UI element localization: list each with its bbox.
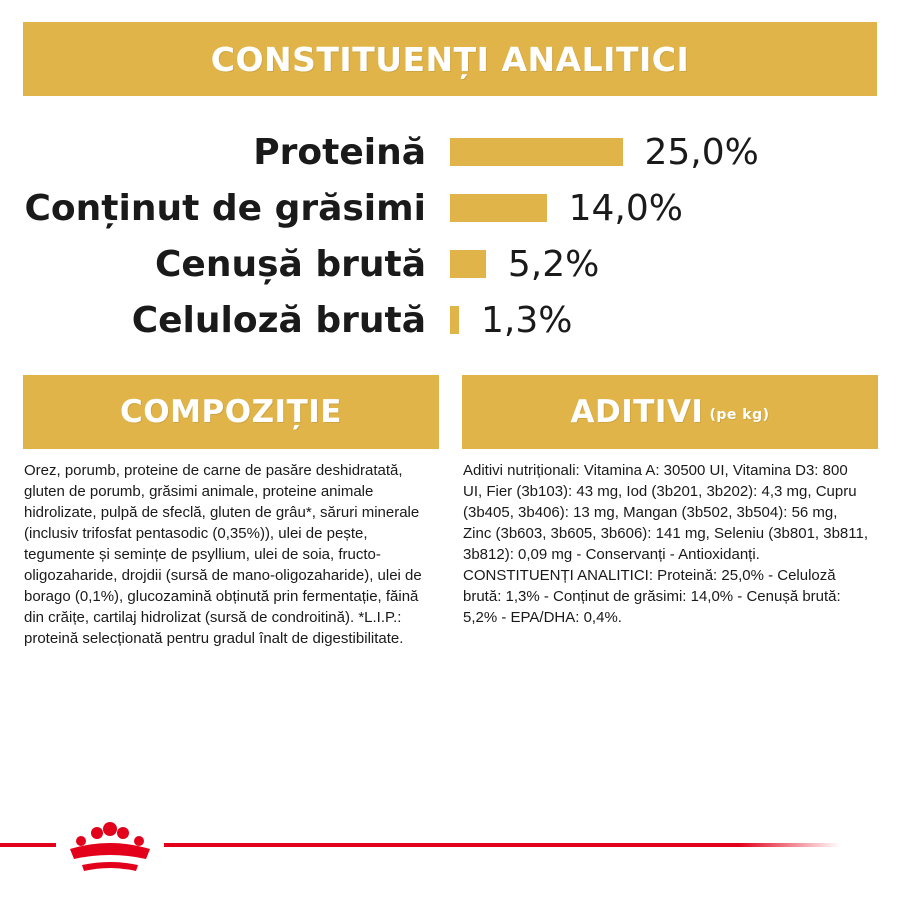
constituent-bar bbox=[450, 250, 486, 278]
additives-text: Aditivi nutriționali: Vitamina A: 30500 UI, Vitamina D3: 800 UI, Fier (3b103): 43 mg, Iod (3b201, 3b202): 4,3 mg, Cupru (3b405, 3b406): 13 mg, Mangan (3b502, 3b504): 56 mg, Zinc (3b603, 3b605, 3b606): 141 mg, Seleniu (3b801, 3b811, 3b812): 0,09 mg - Conservanți - Antioxidanți. CONSTITUENȚI ANALITICI: Proteină: 25,0% - Celuloză brută: 1,3% - Conținut de grăsimi: 14,0% - Cenușă brută: 5,2% - EPA/DHA: 0,4%. bbox=[463, 462, 869, 626]
constituent-value: 14,0% bbox=[568, 188, 683, 229]
constituent-label: Proteină bbox=[253, 132, 426, 173]
composition-title: COMPOZIȚIE bbox=[120, 394, 342, 430]
footer-line-right bbox=[164, 843, 840, 847]
analytical-constituents-header bbox=[23, 22, 877, 96]
constituent-row-fibre bbox=[0, 296, 900, 346]
analytical-constituents-title: CONSTITUENȚI ANALITICI bbox=[210, 39, 690, 79]
constituent-row-ash bbox=[0, 240, 900, 290]
constituent-row-protein bbox=[0, 128, 900, 178]
constituent-label: Celuloză brută bbox=[131, 300, 426, 341]
constituent-label: Cenușă brută bbox=[154, 244, 426, 285]
constituent-bar bbox=[450, 194, 547, 222]
additives-title-suffix: (pe kg) bbox=[709, 407, 770, 423]
constituent-value: 25,0% bbox=[644, 132, 759, 173]
footer-line-left bbox=[0, 843, 56, 847]
constituent-bar bbox=[450, 138, 623, 166]
royal-crown-icon bbox=[70, 822, 150, 871]
constituent-bar bbox=[450, 306, 459, 334]
constituent-value: 1,3% bbox=[480, 300, 573, 341]
additives-header bbox=[462, 375, 878, 449]
additives-title: ADITIVI bbox=[570, 394, 704, 430]
composition-text: Orez, porumb, proteine de carne de pasăre deshidratată, gluten de porumb, grăsimi animale, proteine animale hidrolizate, pulpă de sfeclă, gluten de grâu*, săruri minerale (inclusiv trifosfat pentasodic (0,35%)), ulei de pește, tegumente și semințe de psyllium, ulei de soia, fructo-oligozaharide, drojdii (sursă de mano-oligozaharide), ulei de borago (0,1%), glucozamină obținută prin fermentație, făină din crăițe, cartilaj hidrolizat (sursă de condroitină). *L.I.P.: proteină selecționată pentru gradul înalt de digestibilitate. bbox=[24, 462, 422, 647]
constituent-label: Conținut de grăsimi bbox=[24, 188, 426, 229]
constituent-value: 5,2% bbox=[507, 244, 600, 285]
composition-header bbox=[23, 375, 439, 449]
constituent-row-fat bbox=[0, 184, 900, 234]
footer-brand-strip bbox=[0, 815, 900, 875]
